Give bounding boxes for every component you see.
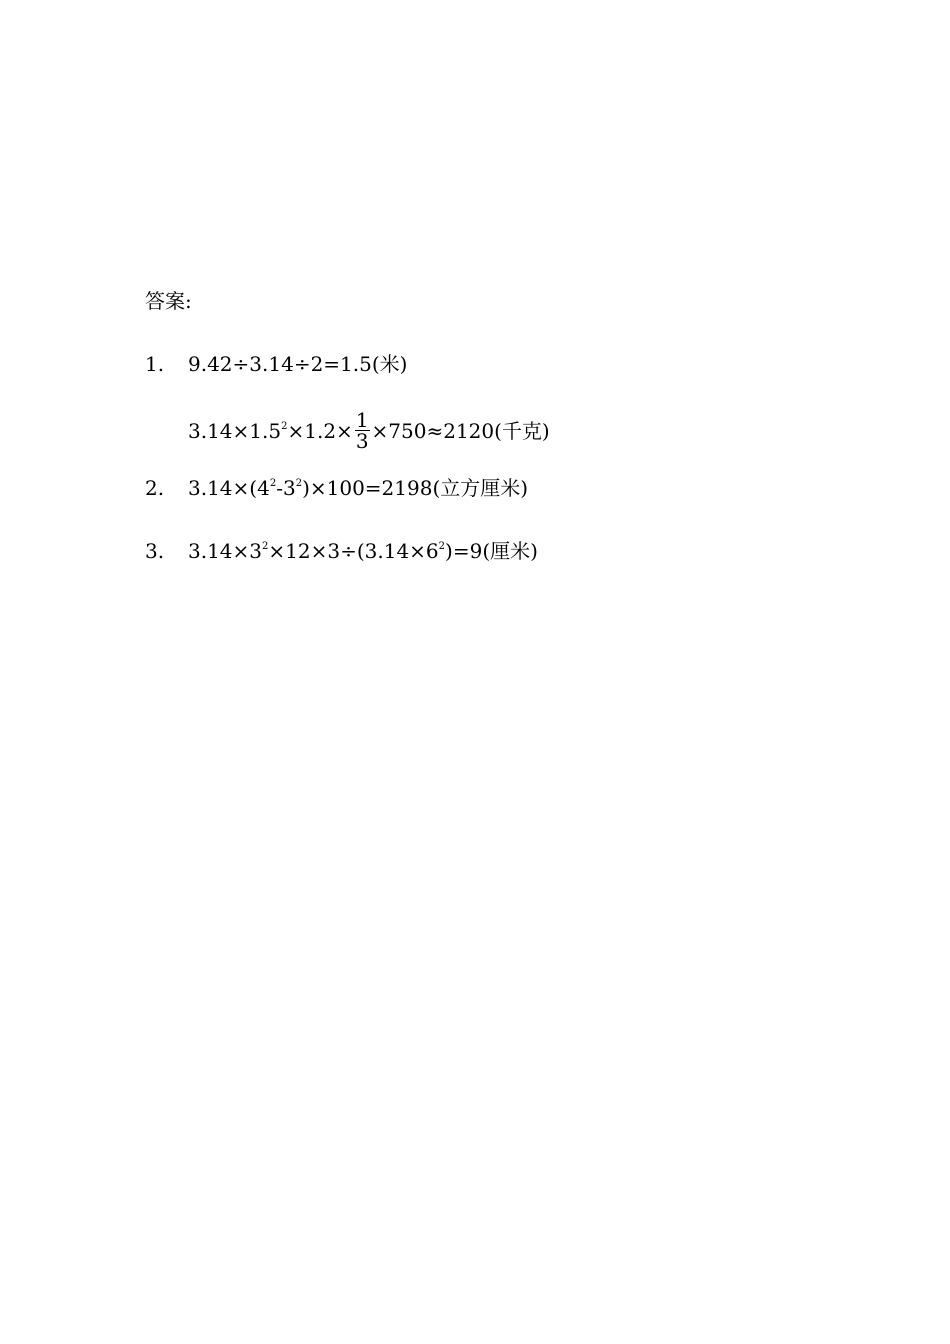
item-2-equation xyxy=(188,476,528,500)
item-3-number: 3. xyxy=(145,539,165,563)
item-2-exponent-1: 2 xyxy=(269,478,277,489)
item-2-part-b: -3 xyxy=(276,476,296,500)
fraction-denominator: 3 xyxy=(355,429,369,453)
item-3-exponent-2: 2 xyxy=(438,541,446,552)
item-3-part-a: 3.14×3 xyxy=(188,539,263,563)
item-1-eq2-part-a: 3.14×1.5 xyxy=(188,419,282,443)
item-3-equation xyxy=(188,539,538,563)
item-2-part-a: 3.14×(4 xyxy=(188,476,270,500)
item-3-exponent-1: 2 xyxy=(262,541,269,552)
item-3-part-b: ×12×3÷(3.14×6 xyxy=(268,539,439,563)
fraction-one-third xyxy=(355,410,370,451)
answer-title: 答案: xyxy=(145,289,192,313)
item-3-part-c: )=9(厘米) xyxy=(445,539,538,563)
item-2-exponent-2: 2 xyxy=(295,478,303,489)
item-1-eq2-part-c: ×750≈2120(千克) xyxy=(371,419,550,443)
fraction-numerator: 1 xyxy=(355,408,369,432)
item-2-number: 2. xyxy=(145,476,165,500)
item-2-part-c: )×100=2198(立方厘米) xyxy=(302,476,529,500)
item-1-eq2-exponent: 2 xyxy=(281,421,288,432)
item-1-number: 1. xyxy=(145,352,165,376)
item-1-eq2-part-b: ×1.2× xyxy=(287,419,353,443)
item-1-equation-2 xyxy=(188,408,550,453)
item-1-equation-1: 9.42÷3.14÷2=1.5(米) xyxy=(188,352,408,376)
